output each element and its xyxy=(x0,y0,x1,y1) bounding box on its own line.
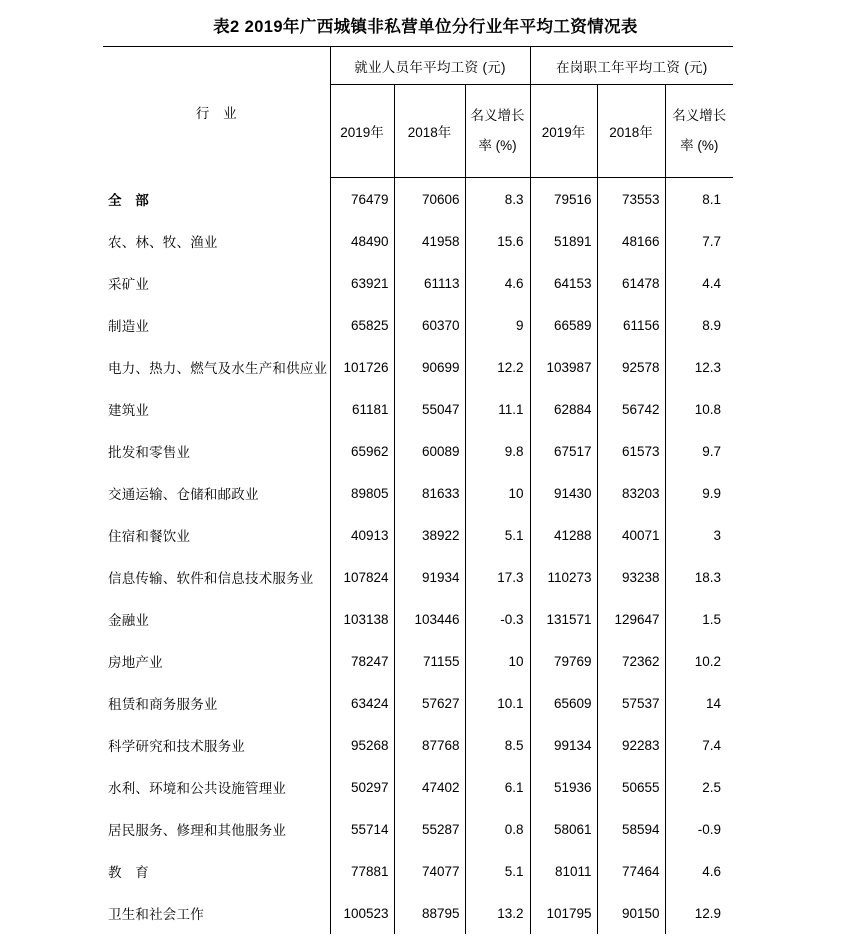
header-row-groups xyxy=(103,47,733,85)
cell-onpost-growth: 2.5 xyxy=(702,779,722,795)
cell-employed-2019: 61181 xyxy=(330,388,394,430)
cell-onpost-2018: 58594 xyxy=(597,808,665,850)
cell-onpost-2019: 91430 xyxy=(530,472,597,514)
table-row xyxy=(103,766,733,808)
cell-employed-2019: 101726 xyxy=(330,346,394,388)
cell-employed-growth: 5.1 xyxy=(465,514,530,556)
cell-onpost-growth: 4.4 xyxy=(702,275,722,291)
cell-employed-2018: 47402 xyxy=(394,766,465,808)
cell-onpost-2018: 77464 xyxy=(597,850,665,892)
table-row xyxy=(103,220,733,262)
cell-employed-2019: 55714 xyxy=(330,808,394,850)
table-row xyxy=(103,388,733,430)
onpost-growth-line1: 名义增长 xyxy=(672,108,727,123)
column-header-employed-growth xyxy=(465,85,530,178)
cell-industry: 信息传输、软件和信息技术服务业 xyxy=(103,556,330,598)
cell-employed-2018: 55047 xyxy=(394,388,465,430)
cell-industry: 科学研究和技术服务业 xyxy=(103,724,330,766)
cell-industry: 交通运输、仓储和邮政业 xyxy=(103,472,330,514)
cell-employed-growth: 11.1 xyxy=(465,388,530,430)
cell-employed-growth: 4.6 xyxy=(465,262,530,304)
cell-onpost-2019: 101795 xyxy=(530,892,597,934)
cell-onpost-growth: -0.9 xyxy=(697,821,722,837)
cell-onpost-2019: 62884 xyxy=(530,388,597,430)
cell-onpost-2019: 51891 xyxy=(530,220,597,262)
cell-industry: 房地产业 xyxy=(103,640,330,682)
cell-onpost-2019: 51936 xyxy=(530,766,597,808)
cell-employed-growth: 8.3 xyxy=(465,178,530,221)
cell-employed-2018: 55287 xyxy=(394,808,465,850)
cell-employed-2019: 95268 xyxy=(330,724,394,766)
cell-employed-2018: 60370 xyxy=(394,304,465,346)
cell-onpost-growth: 12.3 xyxy=(694,359,722,375)
cell-employed-2019: 89805 xyxy=(330,472,394,514)
cell-onpost-growth: 12.9 xyxy=(694,905,722,921)
cell-employed-2018: 88795 xyxy=(394,892,465,934)
column-header-employed-2018: 2018年 xyxy=(394,85,465,178)
cell-onpost-2018: 129647 xyxy=(597,598,665,640)
column-header-onpost-2018: 2018年 xyxy=(597,85,665,178)
cell-employed-growth: 15.6 xyxy=(465,220,530,262)
cell-employed-2018: 74077 xyxy=(394,850,465,892)
cell-onpost-2019: 41288 xyxy=(530,514,597,556)
table-row xyxy=(103,724,733,766)
wage-table-container xyxy=(103,46,733,934)
table-row xyxy=(103,850,733,892)
table-row xyxy=(103,430,733,472)
cell-employed-2019: 65962 xyxy=(330,430,394,472)
table-row xyxy=(103,346,733,388)
cell-industry: 水利、环境和公共设施管理业 xyxy=(103,766,330,808)
cell-onpost-growth: 4.6 xyxy=(702,863,722,879)
cell-employed-2019: 63921 xyxy=(330,262,394,304)
table-row xyxy=(103,178,733,221)
wage-table xyxy=(103,46,733,934)
cell-onpost-growth: 10.8 xyxy=(694,401,722,417)
table-row xyxy=(103,892,733,934)
cell-onpost-growth: 14 xyxy=(706,695,722,711)
table-row xyxy=(103,640,733,682)
table-row xyxy=(103,472,733,514)
cell-onpost-2019: 65609 xyxy=(530,682,597,724)
cell-onpost-2019: 103987 xyxy=(530,346,597,388)
cell-employed-2019: 65825 xyxy=(330,304,394,346)
cell-employed-growth: 5.1 xyxy=(465,850,530,892)
cell-employed-2018: 91934 xyxy=(394,556,465,598)
cell-employed-2019: 107824 xyxy=(330,556,394,598)
cell-onpost-growth: 9.7 xyxy=(702,443,722,459)
cell-employed-2018: 90699 xyxy=(394,346,465,388)
cell-onpost-growth: 8.9 xyxy=(702,317,722,333)
cell-onpost-2019: 79769 xyxy=(530,640,597,682)
table-row xyxy=(103,514,733,556)
cell-industry: 采矿业 xyxy=(103,262,330,304)
cell-employed-2019: 50297 xyxy=(330,766,394,808)
cell-onpost-growth: 9.9 xyxy=(702,485,722,501)
cell-employed-2018: 71155 xyxy=(394,640,465,682)
column-header-onpost-growth xyxy=(665,85,733,178)
cell-onpost-growth: 18.3 xyxy=(694,569,722,585)
cell-onpost-2018: 83203 xyxy=(597,472,665,514)
cell-industry: 电力、热力、燃气及水生产和供应业 xyxy=(103,346,330,388)
cell-onpost-2019: 110273 xyxy=(530,556,597,598)
cell-employed-growth: 10 xyxy=(465,640,530,682)
cell-onpost-growth: 8.1 xyxy=(702,191,722,207)
cell-onpost-2019: 131571 xyxy=(530,598,597,640)
cell-industry: 农、林、牧、渔业 xyxy=(103,220,330,262)
cell-employed-2019: 40913 xyxy=(330,514,394,556)
cell-onpost-2019: 79516 xyxy=(530,178,597,221)
cell-employed-growth: 13.2 xyxy=(465,892,530,934)
cell-employed-2019: 63424 xyxy=(330,682,394,724)
column-header-industry: 行 业 xyxy=(103,47,330,178)
cell-employed-2018: 57627 xyxy=(394,682,465,724)
employed-growth-line2: 率 (%) xyxy=(478,138,517,153)
cell-industry: 批发和零售业 xyxy=(103,430,330,472)
cell-onpost-2018: 56742 xyxy=(597,388,665,430)
cell-industry: 全 部 xyxy=(103,178,330,221)
cell-industry: 建筑业 xyxy=(103,388,330,430)
cell-onpost-growth: 7.4 xyxy=(702,737,722,753)
cell-onpost-2018: 57537 xyxy=(597,682,665,724)
table-body xyxy=(103,178,733,935)
table-header xyxy=(103,47,733,178)
cell-onpost-2018: 90150 xyxy=(597,892,665,934)
cell-employed-2018: 41958 xyxy=(394,220,465,262)
cell-employed-growth: 8.5 xyxy=(465,724,530,766)
cell-employed-2019: 77881 xyxy=(330,850,394,892)
cell-onpost-growth: 7.7 xyxy=(702,233,722,249)
table-row xyxy=(103,808,733,850)
cell-employed-growth: 0.8 xyxy=(465,808,530,850)
cell-employed-2018: 81633 xyxy=(394,472,465,514)
table-row xyxy=(103,682,733,724)
cell-employed-2018: 60089 xyxy=(394,430,465,472)
cell-onpost-growth: 10.2 xyxy=(694,653,722,669)
column-group-header-onpost: 在岗职工年平均工资 (元) xyxy=(530,47,733,85)
cell-onpost-2019: 99134 xyxy=(530,724,597,766)
cell-onpost-growth: 3 xyxy=(713,527,722,543)
cell-employed-2019: 78247 xyxy=(330,640,394,682)
cell-employed-growth: 10 xyxy=(465,472,530,514)
cell-industry: 居民服务、修理和其他服务业 xyxy=(103,808,330,850)
onpost-growth-line2: 率 (%) xyxy=(680,138,719,153)
cell-employed-2019: 100523 xyxy=(330,892,394,934)
cell-employed-2019: 103138 xyxy=(330,598,394,640)
cell-employed-growth: 17.3 xyxy=(465,556,530,598)
cell-employed-2018: 103446 xyxy=(394,598,465,640)
cell-industry: 金融业 xyxy=(103,598,330,640)
cell-onpost-2019: 67517 xyxy=(530,430,597,472)
cell-employed-2019: 48490 xyxy=(330,220,394,262)
cell-employed-growth: 9 xyxy=(465,304,530,346)
cell-onpost-2019: 58061 xyxy=(530,808,597,850)
cell-onpost-2018: 61156 xyxy=(597,304,665,346)
cell-onpost-growth: 1.5 xyxy=(702,611,722,627)
table-row xyxy=(103,556,733,598)
column-header-employed-2019: 2019年 xyxy=(330,85,394,178)
cell-onpost-2018: 61573 xyxy=(597,430,665,472)
cell-employed-2018: 70606 xyxy=(394,178,465,221)
cell-onpost-2018: 92578 xyxy=(597,346,665,388)
cell-employed-2018: 61113 xyxy=(394,262,465,304)
cell-onpost-2018: 93238 xyxy=(597,556,665,598)
cell-employed-growth: 6.1 xyxy=(465,766,530,808)
cell-employed-growth: 10.1 xyxy=(465,682,530,724)
employed-growth-line1: 名义增长 xyxy=(470,108,525,123)
cell-onpost-2018: 73553 xyxy=(597,178,665,221)
table-row xyxy=(103,304,733,346)
cell-employed-2019: 76479 xyxy=(330,178,394,221)
cell-onpost-2018: 92283 xyxy=(597,724,665,766)
table-row xyxy=(103,598,733,640)
page-title: 表2 2019年广西城镇非私营单位分行业年平均工资情况表 xyxy=(213,18,638,36)
cell-industry: 制造业 xyxy=(103,304,330,346)
cell-onpost-2019: 66589 xyxy=(530,304,597,346)
cell-onpost-2018: 72362 xyxy=(597,640,665,682)
cell-onpost-2018: 40071 xyxy=(597,514,665,556)
cell-industry: 教 育 xyxy=(103,850,330,892)
cell-employed-growth: -0.3 xyxy=(465,598,530,640)
column-header-onpost-2019: 2019年 xyxy=(530,85,597,178)
cell-onpost-2018: 61478 xyxy=(597,262,665,304)
cell-industry: 卫生和社会工作 xyxy=(103,892,330,934)
cell-industry: 租赁和商务服务业 xyxy=(103,682,330,724)
cell-onpost-2018: 50655 xyxy=(597,766,665,808)
cell-onpost-2018: 48166 xyxy=(597,220,665,262)
cell-employed-2018: 38922 xyxy=(394,514,465,556)
table-row xyxy=(103,262,733,304)
cell-onpost-2019: 81011 xyxy=(530,850,597,892)
column-group-header-employed: 就业人员年平均工资 (元) xyxy=(330,47,530,85)
cell-employed-growth: 9.8 xyxy=(465,430,530,472)
cell-employed-2018: 87768 xyxy=(394,724,465,766)
cell-industry: 住宿和餐饮业 xyxy=(103,514,330,556)
cell-onpost-2019: 64153 xyxy=(530,262,597,304)
cell-employed-growth: 12.2 xyxy=(465,346,530,388)
